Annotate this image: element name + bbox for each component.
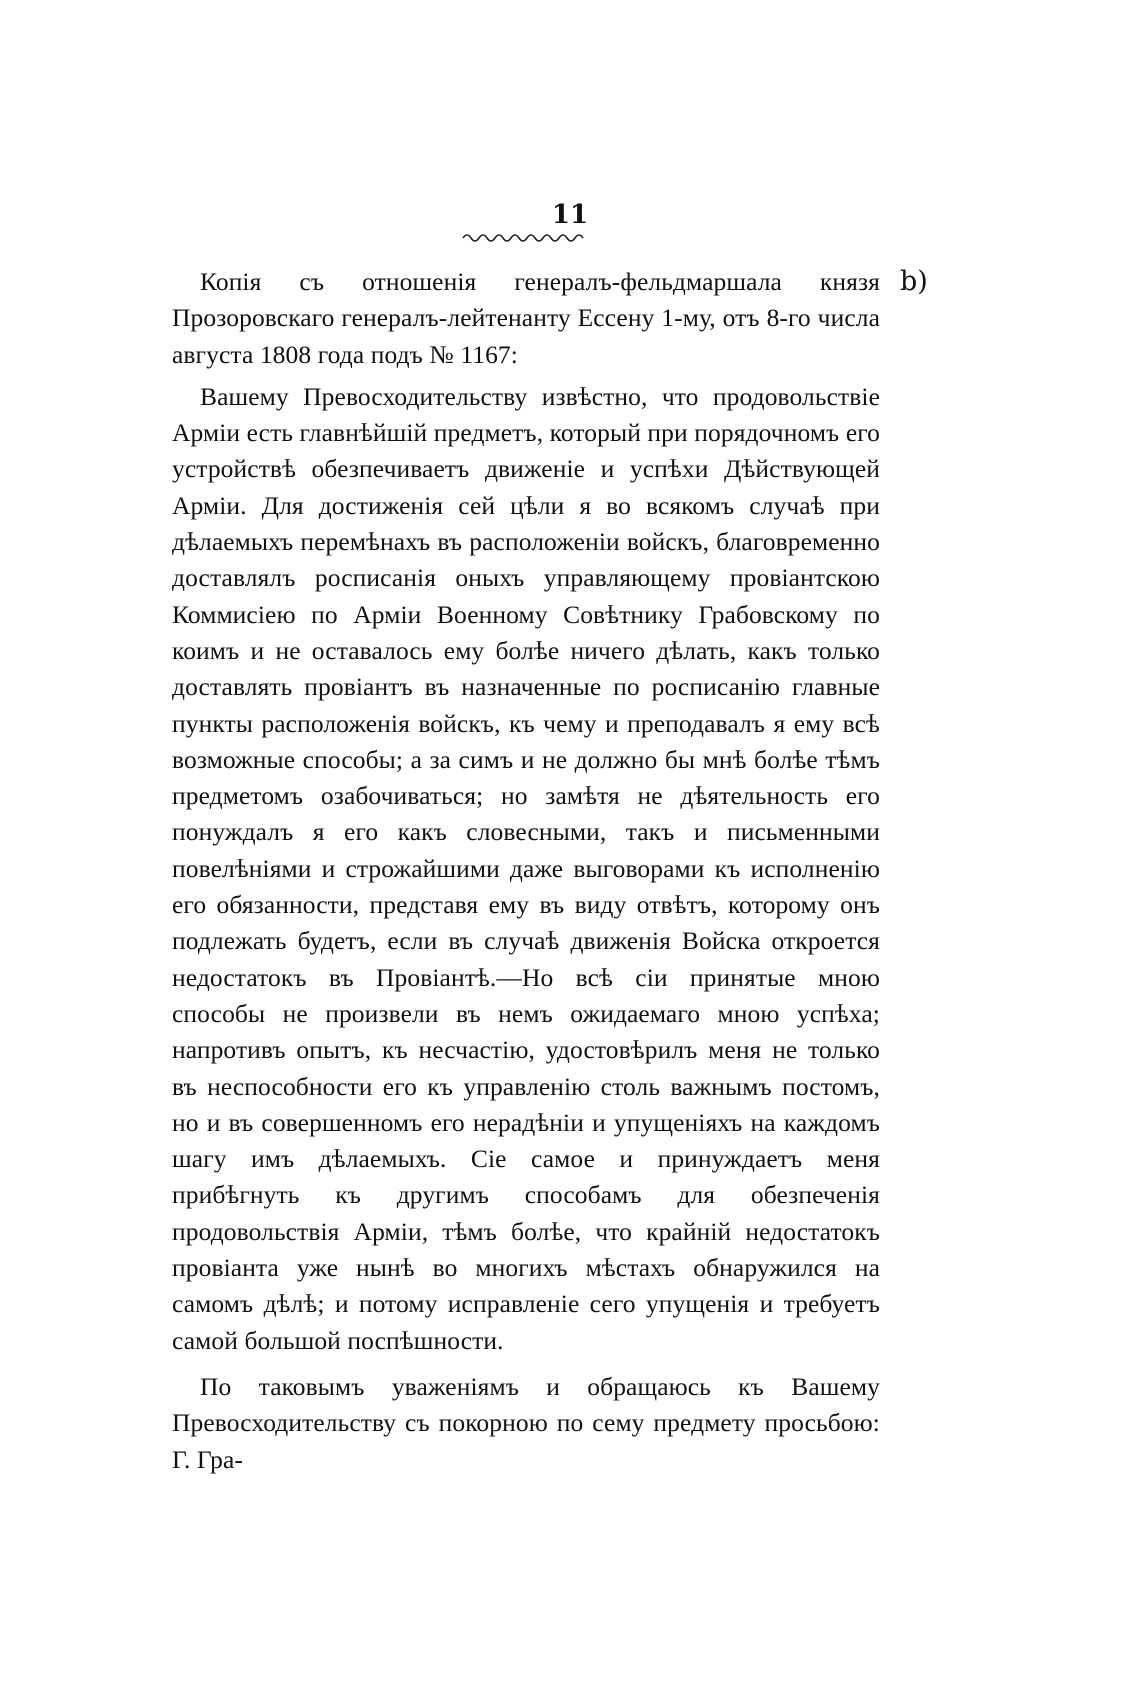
wavy-ornament-divider (461, 230, 585, 244)
document-final-paragraph: По таковымъ уваженіямъ и обращаюсь къ Вашему Превосходительству съ покорною по сему предмету просьбою: Г. Гра- (172, 1371, 880, 1474)
document-body-paragraph: Вашему Превосходительству извѣстно, что продовольствіе Арміи есть главнѣйшій предметъ, который при порядочномъ его устройствѣ обезпечиваетъ движеніе и успѣхи Дѣйствующей Арміи. Для достиженія сей цѣли я во всякомъ случаѣ при дѣлаемыхъ перемѣнахъ въ расположеніи войскъ, благовременно доставлялъ росписанія оныхъ управляющему провіантскою Коммисіею по Арміи Военному Совѣтнику Грабовскому по коимъ и не оставалось ему болѣе ничего дѣлать, какъ только доставлять провіантъ въ назначенные по росписанію главные пункты расположенія войскъ, къ чему и преподавалъ я ему всѣ возможные способы; а за симъ и не должно бы мнѣ болѣе тѣмъ предметомъ озабочиваться; но замѣтя не дѣятельность его понуждалъ я его какъ словесными, такъ и письменными повелѣніями и строжайшими даже выговорами къ исполненію его обязанности, представя ему въ виду отвѣтъ, которому онъ подлежать будетъ, если въ случаѣ движенія Войска откроется недостатокъ въ Провіантѣ.—Но всѣ сіи принятые мною способы не произвели въ немъ ожидаемаго мною успѣха; напротивъ опытъ, къ несчастію, удостовѣрилъ меня не только въ неспособности его къ управленію столь важнымъ постомъ, но и въ совершенномъ его нерадѣніи и упущеніяхъ на каждомъ шагу имъ дѣлаемыхъ. Сіе самое и принуждаетъ меня прибѣгнуть къ другимъ способамъ для обезпеченія продовольствія Арміи, тѣмъ болѣе, что крайній недостатокъ провіанта уже нынѣ во многихъ мѣстахъ обнаружился на самомъ дѣлѣ; и потому исправленіе сего упущенія и требуетъ самой большой поспѣшности. (172, 381, 881, 1355)
margin-note: b) (900, 266, 928, 297)
document-heading-paragraph: Копія съ отношенія генералъ-фельдмаршала князя Прозоровскаго генералъ-лейтенанту Ессену 1-му, отъ 8-го числа августа 1808 года подъ № 1167: (172, 267, 880, 369)
page-number: 11 (551, 200, 589, 230)
document-text (172, 264, 880, 1478)
